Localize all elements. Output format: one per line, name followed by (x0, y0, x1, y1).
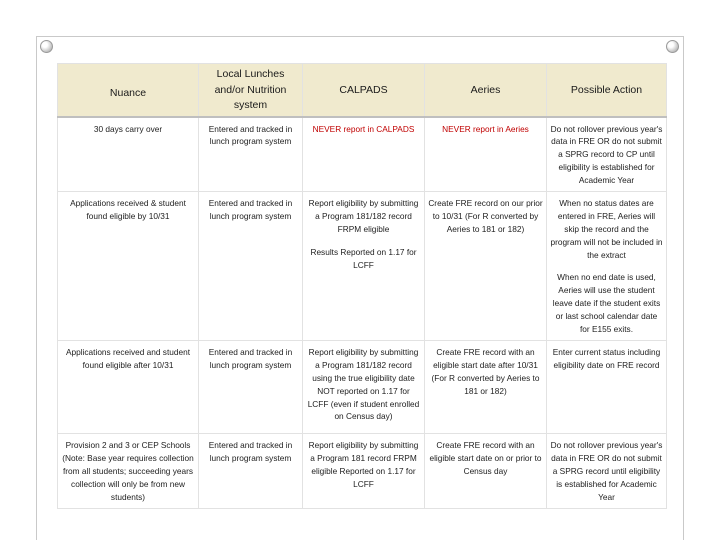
cell-local: Entered and tracked in lunch program system (199, 117, 303, 192)
cell-action: Do not rollover previous year's data in FRE OR do not submit a SPRG record until eligibility is established for Academic Year (547, 434, 667, 509)
table-row (58, 192, 667, 341)
action-text: When no status dates are entered in FRE, Aeries will skip the record and the program will not be included in the extract (550, 198, 663, 260)
cell-local: Entered and tracked in lunch program system (199, 341, 303, 434)
spacer (306, 236, 421, 246)
cell-nuance: Applications received & student found eligible by 10/31 (58, 192, 199, 341)
action-note: When no end date is used, Aeries will use the student leave date if the student exits or last school calendar date for E155 exits. (552, 272, 661, 334)
cell-aeries: Create FRE record with an eligible start date after 10/31 (For R converted by Aeries to 181 or 182) (425, 341, 547, 434)
pushpin-icon (40, 40, 53, 53)
cell-calpads: Report eligibility by submitting a Program 181 record FRPM eligible Reported on 1.17 for LCFF (303, 434, 425, 509)
cell-calpads: Report eligibility by submitting a Program 181/182 record using the true eligibility date NOT reported on 1.17 for LCFF (even if student enrolled on Census day) (303, 341, 425, 434)
column-header-aeries: Aeries (425, 64, 547, 117)
calpads-text: Report eligibility by submitting a Program 181/182 record FRPM eligible (308, 198, 419, 235)
cell-calpads (303, 192, 425, 341)
cell-nuance: 30 days carry over (58, 117, 199, 192)
table-row (58, 117, 667, 192)
column-header-local-lunches: Local Lunches and/or Nutrition system (199, 64, 303, 117)
nuance-table (57, 63, 667, 509)
column-header-nuance: Nuance (58, 64, 199, 117)
cell-local: Entered and tracked in lunch program system (199, 192, 303, 341)
column-header-possible-action: Possible Action (547, 64, 667, 117)
pushpin-icon (666, 40, 679, 53)
cell-calpads: NEVER report in CALPADS (303, 117, 425, 192)
cell-local: Entered and tracked in lunch program system (199, 434, 303, 509)
calpads-note: Results Reported on 1.17 for LCFF (310, 246, 417, 270)
cell-action: Do not rollover previous year's data in FRE OR do not submit a SPRG record to CP until eligibility is established for Academic Year (547, 117, 667, 192)
cell-nuance: Provision 2 and 3 or CEP Schools (Note: Base year requires collection from all students; succeeding years collection will only be from new students) (58, 434, 199, 509)
table-row (58, 434, 667, 509)
cell-action (547, 192, 667, 341)
cell-nuance: Applications received and student found eligible after 10/31 (58, 341, 199, 434)
cell-aeries: Create FRE record with an eligible start date on or prior to Census day (425, 434, 547, 509)
table-header-row (58, 64, 667, 117)
spacer (550, 261, 663, 271)
table-row (58, 341, 667, 434)
column-header-calpads: CALPADS (303, 64, 425, 117)
cell-aeries: Create FRE record on our prior to 10/31 (For R converted by Aeries to 181 or 182) (425, 192, 547, 341)
cell-action: Enter current status including eligibility date on FRE record (547, 341, 667, 434)
cell-aeries: NEVER report in Aeries (425, 117, 547, 192)
